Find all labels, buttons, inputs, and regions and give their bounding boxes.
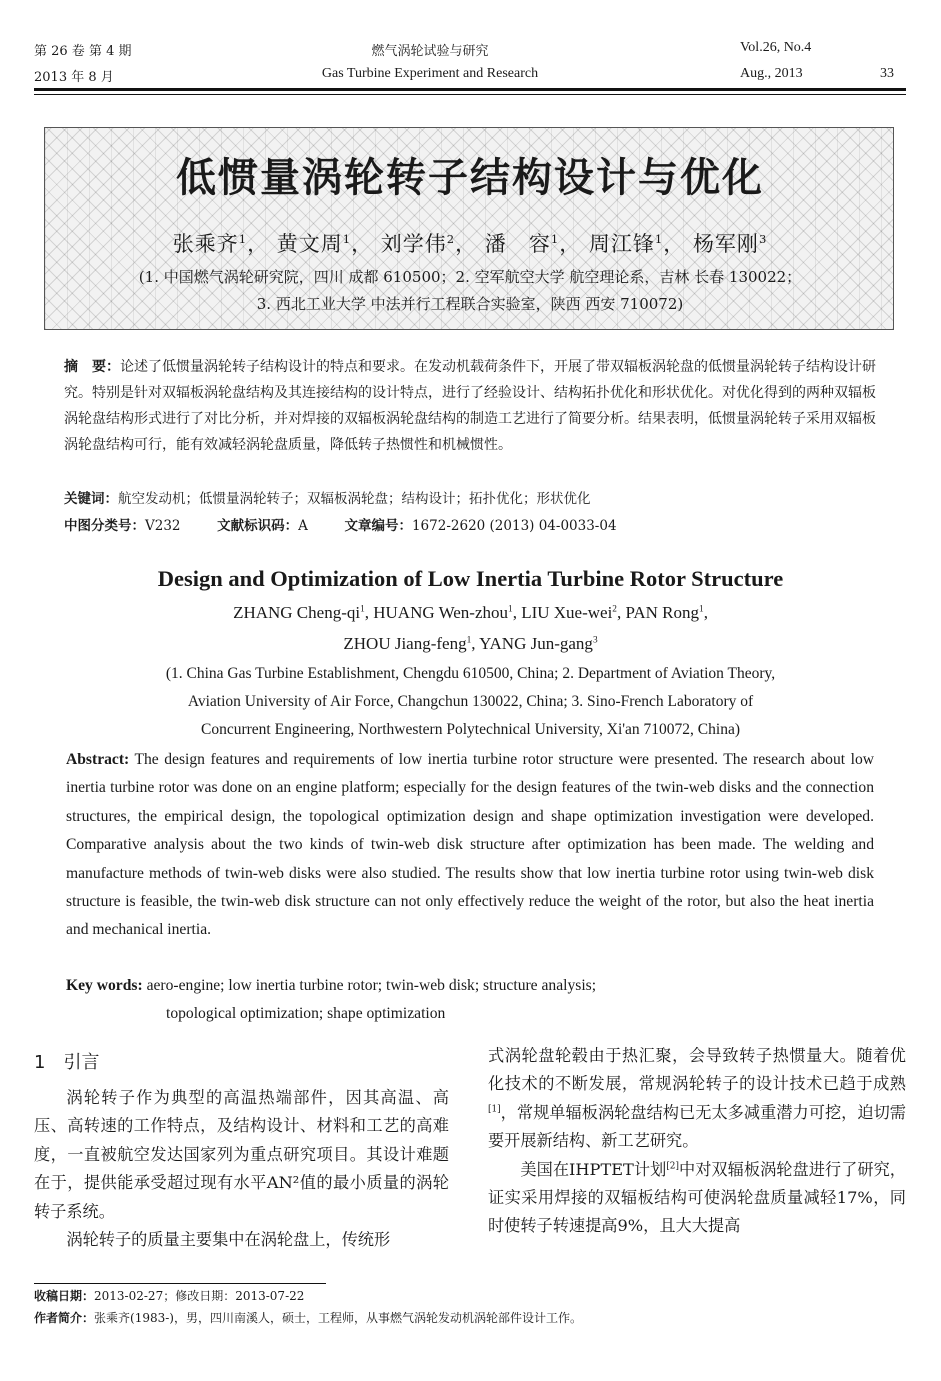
body-paragraph bbox=[488, 1156, 906, 1241]
journal-name-en: Gas Turbine Experiment and Research bbox=[321, 66, 539, 81]
abstract-cn bbox=[64, 354, 876, 458]
body-paragraph: 涡轮转子的质量主要集中在涡轮盘上，传统形 bbox=[66, 1230, 391, 1250]
abstract-en-text: The design features and requirements of low inertia turbine rotor structure were presented. The research about low inertia turbine rotor was done on an engine platform; especially for the design features of the twin-web disks and the connection structures, the empirical design, the topological optimization design and shape optimization investigation were developed. Comparative analysis about the two kinds of twin-web disk structure after optimization has been made. The welding and manufacture methods of twin-web disks were also studied. The results show that low inertia turbine rotor using twin-web disk structure is feasible, the twin-web disk structure can not only effectively reduce the weight of the rotor, but also the heat inertia and mechanical inertia. bbox=[66, 751, 874, 939]
journal-volume-en: Vol.26, No.4 bbox=[740, 40, 812, 55]
author-list-en-line2: ZHOU Jiang-feng$^1$, YANG Jun-gang$^3$ bbox=[343, 634, 598, 653]
header-rule-thin bbox=[34, 94, 906, 95]
author-en: PAN Rong bbox=[625, 603, 700, 622]
body-text: 式涡轮盘轮毂由于热汇聚，会导致转子热惯量大。随着优化技术的不断发展，常规涡轮转子的设计技术已趋于成熟 bbox=[488, 1046, 906, 1094]
author-cn: 杨军刚 bbox=[692, 232, 759, 256]
body-paragraph: 涡轮转子作为典型的高温热端部件，因其高温、高压、高转速的工作特点，及结构设计、材料和工艺的高难度，一直被航空发达国家列为重点研究项目。其设计难题在于，提供能承受超过现有水平AN²值的最小质量的涡轮转子系统。 bbox=[34, 1088, 449, 1221]
footnote-author-value: 张乘齐(1983-)，男，四川南溪人，硕士，工程师，从事燃气涡轮发动机涡轮部件设计工作。 bbox=[94, 1311, 582, 1325]
author-cn: 潘 容 bbox=[484, 232, 551, 256]
author-en: ZHOU Jiang-feng bbox=[343, 634, 467, 653]
body-text: ，常规单辐板涡轮盘结构已无太多减重潜力可挖，迫切需要开展新结构、新工艺研究。 bbox=[488, 1102, 906, 1151]
affiliation-en-line1: (1. China Gas Turbine Establishment, Chengdu 610500, China; 2. Department of Aviation Theory, bbox=[165, 665, 776, 682]
body-column-right bbox=[488, 1042, 906, 1241]
author-affil-mark: 1 bbox=[508, 604, 513, 615]
author-affil-mark: 2 bbox=[612, 604, 617, 615]
author-en: HUANG Wen-zhou bbox=[373, 603, 509, 622]
author-affil-mark: 1 bbox=[360, 604, 365, 615]
body-column-left bbox=[34, 1084, 449, 1254]
keywords-cn-text: 航空发动机；低惯量涡轮转子；双辐板涡轮盘；结构设计；拓扑优化；形状优化 bbox=[118, 491, 591, 507]
author-list-cn: 张乘齐$^1$， 黄文周$^1$， 刘学伟$^2$， 潘 容$^1$， 周江锋$^1$， 杨军刚$^3$ bbox=[172, 232, 768, 256]
author-affil-mark: 1 bbox=[342, 232, 352, 246]
keywords-cn bbox=[64, 487, 591, 507]
paper-title-en: Design and Optimization of Low Inertia Turbine Rotor Structure bbox=[157, 566, 784, 591]
footnote-rule bbox=[34, 1283, 326, 1284]
header-rule-thick bbox=[34, 88, 906, 91]
clc-value: V232 bbox=[145, 518, 181, 534]
author-affil-mark: 3 bbox=[758, 232, 768, 246]
classification-line bbox=[64, 514, 617, 534]
abstract-en: Abstract: The design features and requirements of low inertia turbine rotor structure were presented. The research about low inertia turbine rotor was done on an engine platform; especially for the design features of the twin-web disks and the connection structures, the empirical design, the topological optimization design and shape optimization investigation were developed. Comparative analysis about the two kinds of twin-web disk structure after optimization has been made. The welding and manufacture methods of twin-web disks were also studied. The results show that low inertia turbine rotor using twin-web disk structure is feasible, the twin-web disk structure can not only effectively reduce the weight of the rotor, but also the heat inertia and mechanical inertia. bbox=[66, 751, 874, 939]
author-affil-mark: 1 bbox=[654, 232, 664, 246]
author-affil-mark: 3 bbox=[592, 635, 598, 646]
affiliation-en-line2: Aviation University of Air Force, Changchun 130022, China; 3. Sino-French Laboratory of bbox=[187, 693, 754, 710]
keywords-en-line1: Key words: aero-engine; low inertia turbine rotor; twin-web disk; structure analysis; bbox=[66, 977, 597, 994]
affiliation-en-line3: Concurrent Engineering, Northwestern Polytechnical University, Xi'an 710072, China) bbox=[201, 721, 740, 738]
title-box bbox=[44, 127, 894, 330]
section-heading: 1 引言 bbox=[34, 1052, 100, 1073]
doc-code-value: A bbox=[298, 518, 308, 534]
abstract-cn-label: 摘 要： bbox=[64, 359, 120, 375]
keywords-en-line2: topological optimization; shape optimization bbox=[166, 1005, 446, 1022]
page-number: 33 bbox=[880, 66, 894, 81]
author-en: ZHANG Cheng-qi bbox=[233, 603, 361, 622]
author-en: YANG Jun-gang bbox=[479, 634, 593, 653]
journal-name-cn: 燃气涡轮试验与研究 bbox=[371, 44, 489, 59]
author-affil-mark: 2 bbox=[446, 232, 456, 246]
body-paragraph bbox=[488, 1042, 906, 1156]
keywords-cn-label: 关键词： bbox=[64, 491, 118, 507]
author-en: LIU Xue-wei bbox=[521, 603, 613, 622]
author-cn: 刘学伟 bbox=[380, 232, 447, 256]
doc-code-label: 文献标识码： bbox=[217, 518, 299, 534]
author-affil-mark: 1 bbox=[238, 232, 248, 246]
affiliation-cn-line2: 3. 西北工业大学 中法并行工程联合实验室，陕西 西安 710072) bbox=[256, 295, 684, 313]
author-list-en-line1: ZHANG Cheng-$qi^1$, HUANG Wen-zhou$^1$, LIU Xue-wei$^2$, PAN Rong$^1$, bbox=[233, 603, 708, 622]
body-text: 美国在IHPTET计划 bbox=[520, 1159, 667, 1179]
affiliation-cn-line1: (1. 中国燃气涡轮研究院，四川 成都 610500；2. 空军航空大学 航空理论系，吉林 长春 130022； bbox=[138, 268, 802, 286]
author-affil-mark: 1 bbox=[699, 604, 704, 615]
footnote-received bbox=[34, 1287, 304, 1304]
author-cn: 黄文周 bbox=[276, 232, 343, 256]
citation-ref: [1] bbox=[488, 1104, 501, 1115]
footnote-author-label: 作者简介： bbox=[34, 1311, 95, 1325]
journal-volume: 第 26 卷 第 4 期 bbox=[34, 44, 132, 59]
paper-title-cn: 低惯量涡轮转子结构设计与优化 bbox=[176, 155, 764, 201]
article-number-label: 文章编号： bbox=[344, 518, 412, 534]
citation-ref: [2] bbox=[666, 1161, 679, 1172]
article-number-value: 1672-2620 (2013) 04-0033-04 bbox=[411, 518, 617, 534]
journal-date-en: Aug., 2013 bbox=[740, 66, 803, 81]
keywords-en-text: aero-engine; low inertia turbine rotor; twin-web disk; structure analysis; bbox=[146, 977, 597, 994]
author-cn: 张乘齐 bbox=[172, 232, 239, 256]
abstract-en-label: Abstract bbox=[66, 751, 125, 768]
footnote-received-label: 收稿日期： bbox=[34, 1289, 95, 1303]
footnote-author bbox=[34, 1309, 582, 1326]
footnote-received-value: 2013-02-27；修改日期：2013-07-22 bbox=[94, 1289, 305, 1303]
keywords-en-label: Key words bbox=[66, 977, 138, 994]
clc-label: 中图分类号： bbox=[64, 518, 145, 534]
abstract-cn-text: 论述了低惯量涡轮转子结构设计的特点和要求。在发动机载荷条件下，开展了带双辐板涡轮盘的低惯量涡轮转子结构设计研究。特别是针对双辐板涡轮盘结构及其连接结构的设计特点，进行了经验设计、结构拓扑优化和形状优化。对优化得到的两种双辐板涡轮盘结构形式进行了对比分析，并对焊接的双辐板涡轮盘结构的制造工艺进行了简要分析。结果表明，低惯量涡轮转子采用双辐板涡轮盘结构可行，能有效减轻涡轮盘质量，降低转子热惯性和机械惯性。 bbox=[64, 359, 876, 453]
author-cn: 周江锋 bbox=[588, 232, 655, 256]
journal-date: 2013 年 8 月 bbox=[34, 70, 114, 85]
author-affil-mark: 1 bbox=[550, 232, 560, 246]
author-affil-mark: 1 bbox=[466, 635, 472, 646]
body-text: 中对双辐板涡轮盘进行了研究，证实采用焊接的双辐板结构可使涡轮盘质量减轻17%，同时使转子转速提高9%，且大大提高 bbox=[488, 1159, 906, 1236]
